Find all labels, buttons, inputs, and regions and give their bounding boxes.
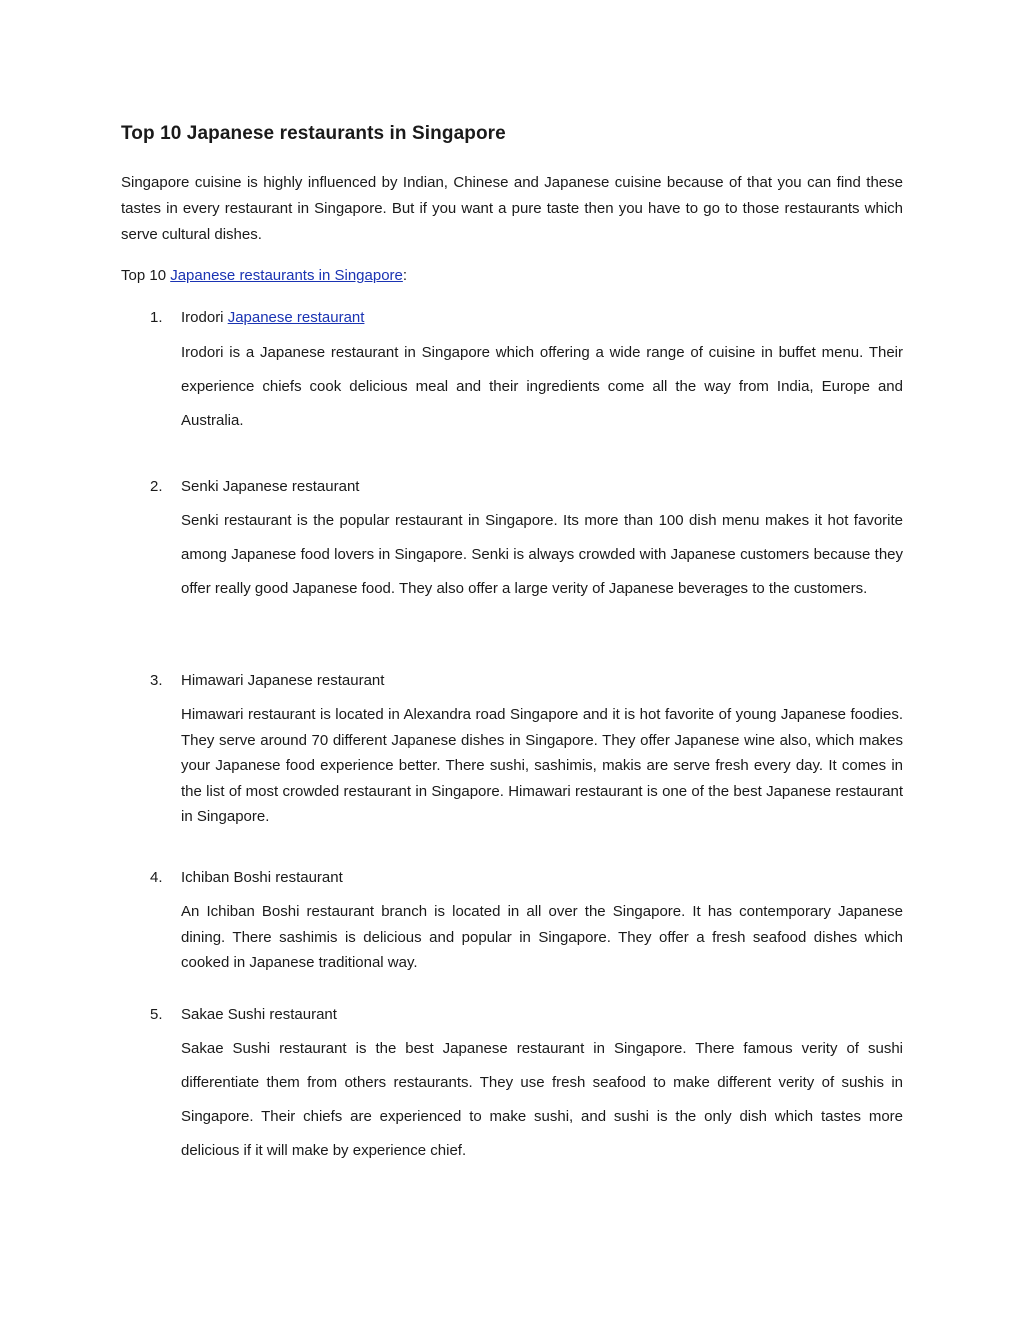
- document-title: Top 10 Japanese restaurants in Singapore: [121, 123, 506, 144]
- list-item-heading: [150, 476, 359, 498]
- list-item-number: 5.: [150, 1006, 163, 1023]
- list-item-description: Sakae Sushi restaurant is the best Japanese restaurant in Singapore. There famous verity of sushi differentiate them from others restaurants. They use fresh seafood to make different verity of sushis in Singapore. Their chiefs are experienced to make sushi, and sushi is the only dish which tastes more delicious if it will make by experience chief.: [181, 1040, 903, 1159]
- list-item-number: 1.: [150, 309, 163, 326]
- list-item-name: Irodori: [181, 309, 228, 326]
- list-item-heading: [150, 1004, 337, 1026]
- list-item-number: 4.: [150, 869, 163, 886]
- list-item-description: An Ichiban Boshi restaurant branch is located in all over the Singapore. It has contemporary Japanese dining. There sashimis is delicious and popular in Singapore. They offer a fresh seafood dishes which cooked in Japanese traditional way.: [181, 903, 903, 971]
- list-item-name: Sakae Sushi restaurant: [181, 1006, 337, 1023]
- intro-paragraph: Singapore cuisine is highly influenced by Indian, Chinese and Japanese cuisine because of that you can find these tastes in every restaurant in Singapore. But if you want a pure taste then you have to go to those restaurants which serve cultural dishes.: [121, 174, 903, 243]
- list-lead: [121, 265, 407, 287]
- list-item-number: 3.: [150, 672, 163, 689]
- list-lead-prefix: Top 10: [121, 267, 171, 284]
- japanese-restaurant-link[interactable]: Japanese restaurant: [227, 309, 365, 326]
- list-item-description: Senki restaurant is the popular restaurant in Singapore. Its more than 100 dish menu makes it hot favorite among Japanese food lovers in Singapore. Senki is always crowded with Japanese customers because they offer really good Japanese food. They also offer a large verity of Japanese beverages to the customers.: [181, 512, 903, 597]
- list-item-heading: [150, 670, 384, 692]
- list-item-heading: [150, 307, 364, 329]
- list-item-description: Irodori is a Japanese restaurant in Singapore which offering a wide range of cuisine in buffet menu. Their experience chiefs cook delicious meal and their ingredients come all the way from India, Europe and Australia.: [181, 344, 903, 429]
- list-item-name: Himawari Japanese restaurant: [181, 672, 385, 689]
- list-item-name: Ichiban Boshi restaurant: [181, 869, 343, 886]
- japanese-restaurants-singapore-link[interactable]: Japanese restaurants in Singapore: [170, 267, 403, 284]
- list-item-number: 2.: [150, 478, 163, 495]
- list-lead-suffix: :: [402, 267, 408, 284]
- list-item-heading: [150, 867, 343, 889]
- list-item-name: Senki Japanese restaurant: [181, 478, 360, 495]
- list-item-description: Himawari restaurant is located in Alexandra road Singapore and it is hot favorite of young Japanese foodies. They serve around 70 different Japanese dishes in Singapore. They offer Japanese wine also, which makes your Japanese food experience better. There sushi, sashimis, makis are serve fresh every day. It comes in the list of most crowded restaurant in Singapore. Himawari restaurant is one of the best Japanese restaurant in Singapore.: [181, 706, 903, 825]
